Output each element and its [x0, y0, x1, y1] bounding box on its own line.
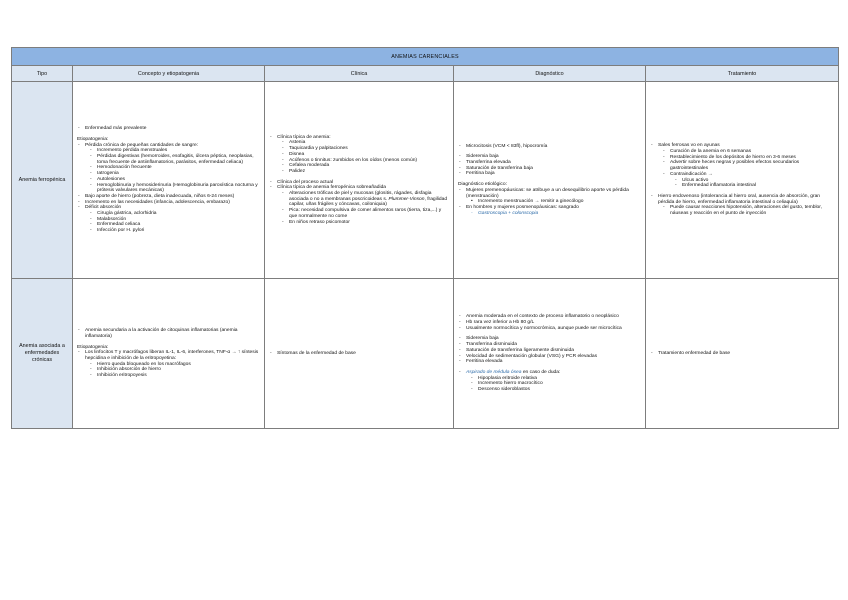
- list-item: - Incremento pérdida menstruales: [89, 148, 260, 154]
- list-item: - Cirugía gástrica, aclorhidria: [89, 211, 260, 217]
- list-item: - Sideremia baja: [458, 154, 641, 160]
- list-item: - Advertir sobre heces negras y posibles efectos secundarios gastrointestinales: [662, 160, 834, 171]
- tratamiento-cell: [646, 279, 839, 429]
- list-item: - Hemodonación frecuente: [89, 165, 260, 171]
- list-item: - Puede causar reacciones hipotensión, alteraciones del gusto, temblor, náuseas y reacción en el punto de inyección: [662, 205, 834, 216]
- list-item: - Pica: necesidad compulsiva de comer alimentos raros (tierra, tiza,...) y que normalmente no come: [281, 208, 449, 219]
- row-type-label: Anemia asociada a enfermedades crónicas: [12, 279, 73, 429]
- list-item: - Microcitosis (VCM < 83fl), hipocromía: [458, 144, 641, 150]
- list-item: - Mujeres premenopáusicas: se atribuye a un desequilibrio aporte vs pérdida (menstruación) • Incremento menstruación → remitir a ginecólogo: [458, 188, 641, 205]
- list-item: • Incremento menstruación → remitir a ginecólogo: [470, 199, 641, 205]
- list-item: - Inhibición absorción de hierro: [89, 367, 260, 373]
- list-item: - Velocidad de sedimentación globular (VSG) y PCR elevadas: [458, 354, 641, 360]
- list-item: - Palidez: [281, 169, 449, 175]
- list-item: - Gastroscopia + colonscopia: [470, 211, 641, 217]
- list-item: - Hemoglobinuria y hemosiderinuria (Hemoglobinuria paroxística nocturna y prótesis valvulares mecánicas): [89, 183, 260, 194]
- table-row: [12, 82, 839, 279]
- list-item: - Déficit absorción - Cirugía gástrica, aclorhidria - Malabsorción - Enfermedad celiaca - Infección por H. pylori: [77, 205, 260, 234]
- header-tratamiento: Tratamiento: [646, 66, 839, 82]
- list-item: - Inhibición eritropoyesis: [89, 373, 260, 379]
- list-item: - Enfermedad más prevalente: [77, 126, 260, 132]
- list-item: - Curación de la anemia en 6 semanas: [662, 149, 834, 155]
- list-item: - En hombres y mujeres posmenopáusicas: sangrado - Gastroscopia + colonscopia: [458, 205, 641, 216]
- etio-title: Etiopatogenia:: [77, 344, 109, 350]
- diagnostico-cell: [454, 82, 646, 279]
- list-item: - Bajo aporte de hierro (pobreza, dieta inadecuada, niños 6-24 meses): [77, 194, 260, 200]
- list-item: - Saturación de transferrina ligeramente disminuida: [458, 348, 641, 354]
- list-item: - Los linfocitos T y macrófagos liberan IL-1, IL-6, interferones, TNF-α → ↑ síntesis hepcidina e inhibición de la eritropoyetina: - Hierro queda bloqueado en los macrófagos - Inhibición absorción de hierro - Inhibición eritropoyesis: [77, 350, 260, 379]
- list-item: - Ferritina baja: [458, 171, 641, 177]
- concepto-cell: [73, 279, 265, 429]
- list-item: - Astenia: [281, 140, 449, 146]
- header-diagnostico: Diagnóstico: [454, 66, 646, 82]
- list-item: - Infección por H. pylori: [89, 228, 260, 234]
- list-item: - Hierro queda bloqueado en los macrófagos: [89, 362, 260, 368]
- list-item: - Incremento en las necesidades (infancia, adolescencia, embarazo): [77, 200, 260, 206]
- list-item: - Descenso sideroblastos: [470, 387, 641, 393]
- list-item: - Clínica típica de anemia: - Astenia - Taquicardia y palpitaciones - Disnea - Acúfenos o tinnitus: zumbidos en los oídos (menos común) - Cefalea moderada - Palidez: [269, 135, 449, 175]
- list-item: - Transferrina elevada: [458, 160, 641, 166]
- list-item: - Ferritina elevada: [458, 359, 641, 365]
- list-item: - Clínica típica de anemia ferropénica sobreañadida - Alteraciones tróficas de piel y mucosas (glositis, rágades, disfagia asociada o no a membranas poscricoideas s. Plummer-Vinson, fragilidad capilar, uñas frágiles y cóncavas, coiloniquia) - Pica: necesidad compulsiva de comer alimentos raros (tierra, tiza,...) y que normalmente no come - En niños retraso psicomotor: [269, 185, 449, 225]
- list-item: - Sales ferrosas vo en ayunas - Curación de la anemia en 6 semanas - Restablecimiento de los depósitos de hierro en 3-6 meses - Advertir sobre heces negras y posibles efectos secundarios gastrointestinales - Contraindicación → - Ulcus activo - Enfermedad inflamatoria intestinal: [650, 143, 834, 189]
- list-item: - Sideremia baja: [458, 336, 641, 342]
- diagnostico-cell: [454, 279, 646, 429]
- list-item: - Hb rara vez inferior a Hb 80 g/L: [458, 320, 641, 326]
- list-item: - Pérdida crónica de pequeñas cantidades de sangre: - Incremento pérdida menstruales - Pérdidas digestivas (hemorroides, esofagitis, úlcera péptica, neoplasias, toma frecuente de antiinflamatorios, parásitos, enfermedad celiaca) - Hemodonación frecuente - Iatrogenia - Autolesiones - Hemoglobinuria y hemosiderinuria (Hemoglobinuria paroxística nocturna y prótesis valvulares mecánicas): [77, 143, 260, 194]
- list-item: - Saturación de transferrina baja: [458, 166, 641, 172]
- etio-title: Etiopatogenia:: [77, 136, 109, 142]
- table-row: [12, 279, 839, 429]
- list-item: - Iatrogenia: [89, 171, 260, 177]
- header-concepto: Concepto y etiopatogenia: [73, 66, 265, 82]
- list-item: - Cefalea moderada: [281, 163, 449, 169]
- row-type-label: Anemia ferropénica: [12, 82, 73, 279]
- list-item: - Enfermedad inflamatoria intestinal: [674, 183, 834, 189]
- list-item: - Aspirado de médula ósea en caso de duda: - Hipoplasia eritroide relativa - Incremento hierro macrocítico - Descenso sideroblastos: [458, 370, 641, 393]
- anemias-table: [11, 47, 839, 429]
- header-tipo: Tipo: [12, 66, 73, 82]
- table-title: ANEMIAS CARENCIALES: [12, 48, 839, 66]
- list-item: - Acúfenos o tinnitus: zumbidos en los oídos (menos común): [281, 158, 449, 164]
- list-item: - Contraindicación → - Ulcus activo - Enfermedad inflamatoria intestinal: [662, 172, 834, 189]
- list-item: - Enfermedad celiaca: [89, 222, 260, 228]
- list-item: - Hipoplasia eritroide relativa: [470, 376, 641, 382]
- list-item: - Ulcus activo: [674, 178, 834, 184]
- header-clinica: Clínica: [265, 66, 454, 82]
- list-item: - Restablecimiento de los depósitos de hierro en 3-6 meses: [662, 155, 834, 161]
- concepto-cell: [73, 82, 265, 279]
- list-item: - Transferrina disminuida: [458, 342, 641, 348]
- clinica-cell: [265, 279, 454, 429]
- header-row: [12, 66, 839, 82]
- list-item: - En niños retraso psicomotor: [281, 220, 449, 226]
- list-item: - Tratamiento enfermedad de base: [650, 351, 834, 357]
- list-item: - Incremento hierro macrocítico: [470, 381, 641, 387]
- list-item: - Taquicardia y palpitaciones: [281, 146, 449, 152]
- tratamiento-cell: [646, 82, 839, 279]
- list-item: - Clínica del proceso actual: [269, 180, 449, 186]
- clinica-cell: [265, 82, 454, 279]
- list-item: - Disnea: [281, 152, 449, 158]
- list-item: - Usualmente normocítica y normocrómica, aunque puede ser microcítica: [458, 326, 641, 332]
- list-item: - Alteraciones tróficas de piel y mucosas (glositis, rágades, disfagia asociada o no a membranas poscricoideas s. Plummer-Vinson, fragilidad capilar, uñas frágiles y cóncavas, coiloniquia): [281, 191, 449, 208]
- diag-etio-title: Diagnóstico etiológico:: [458, 182, 507, 188]
- list-item: - Pérdidas digestivas (hemorroides, esofagitis, úlcera péptica, neoplasias, toma frecuente de antiinflamatorios, parásitos, enfermedad celiaca): [89, 154, 260, 165]
- list-item: - Anemia moderada en el contexto de proceso inflamatorio o neoplásico: [458, 314, 641, 320]
- list-item: - Síntomas de la enfermedad de base: [269, 351, 449, 357]
- list-item: - Autolesiones: [89, 177, 260, 183]
- list-item: - Hierro endovenoso (intolerancia al hierro oral, ausencia de absorción, gran pérdida de hierro, enfermedad inflamatoria intestinal o celiaquía) - Puede causar reacciones hipotensión, alteraciones del gusto, temblor, náuseas y reacción en el punto de inyección: [650, 194, 834, 217]
- list-item: - Anemia secundaria a la activación de citoquinas inflamatorias (anemia inflamatoria): [77, 328, 260, 339]
- list-item: - Malabsorción: [89, 217, 260, 223]
